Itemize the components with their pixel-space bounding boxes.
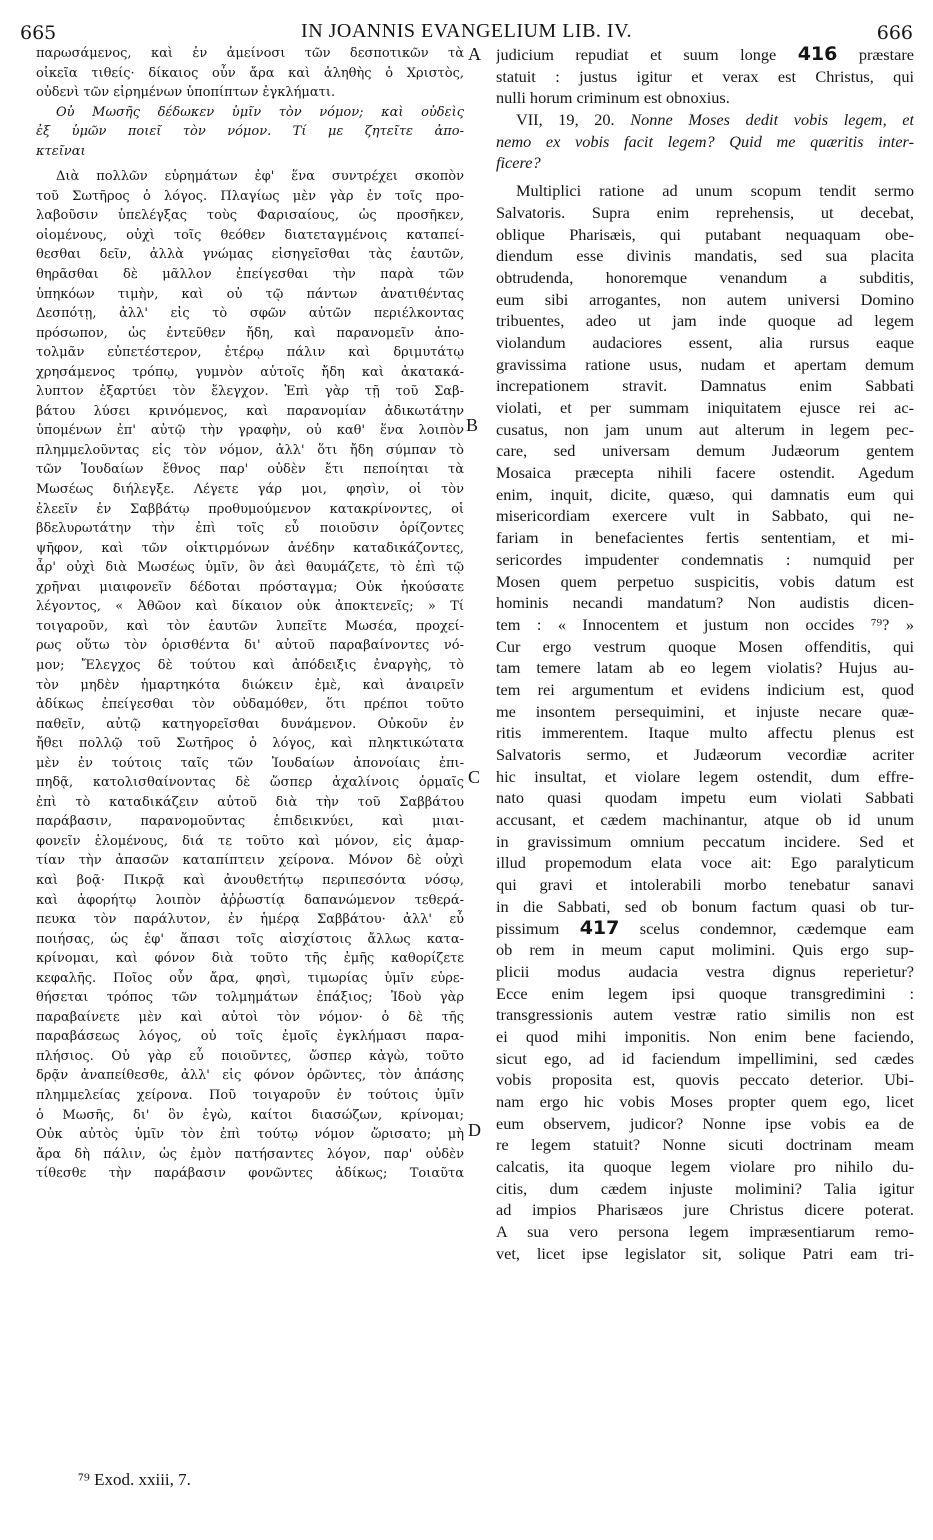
greek-line: ἐπὶ τὸ καταδικάζειν αὐτοῦ διὰ τὴν τοῦ Σαββάτου (36, 794, 464, 810)
greek-line: ἤθει πολλῷ τοῦ Σωτῆρος ὁ λόγος, καὶ πληκτικώτατα (36, 736, 464, 752)
greek-line: Δεσπότῃ, ἀλλ' εἰς τὸ σφῶν αὐτῶν περιέλκοντας (36, 306, 464, 322)
latin-line: in die Sabbati, sed ob bonum factum quasi ob tur- (496, 896, 914, 916)
latin-line: vet, licet ipse legislator sit, solique Patri eam tri- (496, 1243, 914, 1263)
latin-line: illud propemodum elata voce ait: Ego paralyticum (496, 853, 914, 873)
page-number-left: 665 (20, 22, 57, 44)
latin-line: calcatis, ita quoque legem violare pro nihilo du- (496, 1157, 914, 1177)
footnote: ⁷⁹ Exod. xxiii, 7. (78, 1470, 191, 1489)
greek-line: ὁ Μωσῆς, δι' ὃν ἐγὼ, καίτοι διασώζων, κρίνομαι; (36, 1107, 464, 1123)
greek-line: καὶ βοᾷ· Πικρᾷ καὶ ἀνουθετήτῳ περιπεσόντα νόσῳ, (36, 872, 464, 888)
latin-line: nato quasi quodam impetu eum violati Sabbati (496, 788, 914, 808)
greek-line: παρωσάμενος, καὶ ἐν ἀμείνοσι τῶν δεσποτικῶν τὰ (36, 46, 464, 61)
greek-line: οἰομένους, οὐχὶ τοῖς θεόθεν διατεταγμένοις καταπεί- (36, 227, 464, 243)
greek-line: οἰκεῖα τιθείς· δίκαιος οὖν ἄρα καὶ ἀληθὴς ὁ Χριστὸς, (36, 65, 464, 81)
latin-line: re legem statuit? Nonne sicuti doctrinam meam (496, 1135, 914, 1155)
latin-line: oblique Pharisæis, qui putabant nequaquam obe- (496, 224, 914, 244)
latin-line: eum observem, judicor? Nonne ipse vobis ea de (496, 1113, 914, 1133)
margin-marker-b: B (466, 415, 479, 435)
latin-line: nulli horum criminum est obnoxius. (496, 88, 730, 108)
latin-line: Mosaica præcepta nihili facere ostendit. Agedum (496, 463, 914, 483)
greek-line: χρησάμενος τρόπῳ, γυμνὸν αὐτοῖς ἤδη καὶ ἀκατακά- (36, 364, 464, 380)
latin-line: A sua vero persona legem impræsentiarum remo- (496, 1222, 914, 1242)
latin-line-text: pissimum (496, 918, 560, 938)
margin-marker-c: C (468, 767, 481, 787)
greek-line: πλημμελοῦντας εἰς τὸν νόμον, ἀλλ' ὅτι ἤδη σύμπαν τὸ (36, 442, 464, 458)
latin-line: vobis proposita est, quovis peccato deterior. Ubi- (496, 1070, 914, 1090)
greek-line: λέγοντος, « Ἀθῶον καὶ δίκαιον οὐκ ἀποκτενεῖς; » Τί (36, 599, 464, 615)
greek-line: ἄρα δὴ πάλιν, ὡς ἐμὸν πατήσαντες λόγον, παρ' οὐδὲν (36, 1146, 464, 1162)
latin-line: Cur ergo vestrum quoque Mosen offenditis, qui (496, 636, 914, 656)
greek-line: πηδᾷ, κατολισθαίνοντας δὲ ὥσπερ ἀχαλίνοις ὁρμαῖς (36, 775, 464, 791)
greek-line: βάτου λύσει κρινόμενος, καὶ παρανομίαν ἀδικωτάτην (36, 403, 464, 419)
latin-line: Salvatoris sermo, et Judæorum vecordiæ acriter (496, 745, 914, 764)
latin-line-tail: præstare (858, 45, 914, 64)
latin-line (496, 44, 914, 66)
greek-line: καὶ ἀφορήτῳ λοιπὸν ἀῤῥωστίᾳ δαπανώμενον τεθερά- (36, 892, 464, 908)
greek-line: θήσεται τρόπος τῶν τολμημάτων ἐπάξιος; Ἰδοὺ γὰρ (36, 990, 464, 1006)
greek-line: μον; Ἔλεγχος δὲ τούτου καὶ ἀπόδειξις ἐναργὴς, τὸ (36, 657, 464, 673)
latin-line: Ecce enim legem ipsi quoque transgredimini : (496, 983, 914, 1003)
latin-line-text: judicium repudiat et suum longe (496, 45, 777, 64)
greek-column (36, 44, 464, 1184)
greek-line: ἐξ ὑμῶν ποιεῖ τὸν νόμον. Τί με ζητεῖτε ἀπο- (36, 124, 464, 140)
greek-line: χρῆναι μιαιφονεῖν δέδοται πρόσταγμα; Οὐκ ἠκούσατε (36, 579, 464, 595)
latin-line: cusatus, non jam unum aut alterum in legem pec- (496, 419, 914, 439)
latin-line: gravissima ratione usus, nudam et apertam demum (496, 354, 914, 374)
column-number: 416 (797, 44, 838, 65)
latin-line: fariam in benefacientes fertis sententiam, et mi- (496, 528, 914, 548)
greek-line: παραβαίνετε μὲν καὶ αὐτοὶ τὸν νόμον· ὁ δὲ τῆς (36, 1009, 464, 1025)
latin-line: statuit : justus igitur et verax est Christus, qui (496, 66, 914, 86)
latin-line: accusant, et cædem machinantur, atque ob id unum (496, 810, 914, 830)
greek-line: ἐλεεῖν ἐν Σαββάτῳ προθυμούμενον κατακρίνοντες, οἱ (36, 501, 464, 517)
latin-line: eum sibi arrogantes, non autem universi Domino (496, 289, 914, 309)
latin-line-tail: scelus condemnor, cædemque eam (639, 918, 914, 938)
margin-marker-a: A (468, 44, 481, 64)
greek-line: βδελυρωτάτην τὴν ἐπὶ τοῖς εὖ ποιοῦσιν ὁρίζοντες (36, 521, 464, 537)
latin-line (496, 109, 914, 131)
latin-line: obtrudenda, honoremque venandum a subditis, (496, 267, 914, 287)
verse-quotation: Nonne Moses dedit vobis legem, et (630, 110, 914, 130)
greek-line: τὸν μηδὲν ἡμαρτηκότα διώκειν ἐμὲ, καὶ ἀναιρεῖν (36, 677, 464, 693)
greek-line: τῶν Ἰουδαίων ἔθνος παρ' οὐδὲν ἔτι πεποίηται τὰ (36, 462, 464, 478)
latin-line: tribuentes, adeo ut jam inde quoque ad legem (496, 311, 914, 331)
greek-line: πρόσωπον, ὡς ἐντεῦθεν ἤδη, καὶ παρανομεῖν ἀπο- (36, 325, 464, 341)
page-header (20, 8, 913, 44)
greek-line: ὑπηκόων τιμὴν, καὶ οὐ τῷ πάντων ἀνατιθέντας (36, 286, 464, 302)
latin-line: sericordes impudenter condemnatis : numquid per (496, 549, 914, 569)
latin-line: plicii modus audacia vestra dignus reperietur? (496, 961, 914, 981)
column-number: 417 (579, 917, 620, 939)
latin-line: in gravissimum omnium peccatum incidere. Sed et (496, 831, 914, 851)
greek-line: Διὰ πολλῶν εὑρημάτων ἐφ' ἕνα συντρέχει σκοπὸν (56, 169, 464, 185)
greek-line: κρίνομαι, καὶ φόνον διὰ τοῦτο τῆς ἐμῆς καθορίζετε (36, 951, 464, 967)
greek-line: ἆρ' οὐχὶ διὰ Μωσέως ὑμῖν, ὃν ἀεὶ θαυμάζετε, τὸ ἐπὶ τῷ (36, 560, 464, 576)
latin-line: care, sed universam demum Judæorum gentem (496, 441, 914, 461)
latin-line: ritis immerentem. Itaque multo affectu plenus est (496, 723, 914, 743)
latin-line: tem : « Innocentem et justum non occides ⁷⁹? » (496, 614, 914, 634)
latin-line: ob rem in meum caput molimini. Quis ergo sup- (496, 940, 914, 960)
latin-line: enim, inquit, dicite, quæso, qui damnatis eum qui (496, 484, 914, 504)
latin-line: Salvatoris. Supra enim reprehensis, ut decebat, (496, 202, 914, 222)
latin-line: diendum esse divinis mandatis, sed sua placita (496, 246, 914, 266)
latin-line: misericordiam exercere vult in Sabbato, qui ne- (496, 506, 914, 526)
greek-line: λυπτον ἐξαρτύει τὸν ἔλεγχον. Ἐπὶ γὰρ τῇ τοῦ Σαβ- (36, 384, 464, 400)
greek-line: λαβοῦσιν ὑπελέγξας τοὺς Φαρισαίους, ὡς προσῆκεν, (36, 208, 464, 224)
greek-line: τοιγαροῦν, καὶ τὸν ἑαυτῶν λυπεῖτε Μωσέα, προχεί- (36, 618, 464, 634)
latin-line: hominis necandi mandatum? Non audistis dicen- (496, 593, 914, 613)
greek-line: θεσθαι δεῖν, ἀλλὰ γνώμας εἰσηγεῖσθαι τὰς ἑαυτῶν, (36, 247, 464, 263)
latin-line: me insontem persequimini, et injuste necare quæ- (496, 701, 914, 721)
latin-line: ad impios Pharisæos jure Christus dicere poterat. (496, 1200, 914, 1220)
greek-line: παράβασιν, παρανομοῦντας ἐπιδεικνύει, καὶ μιαι- (36, 814, 464, 830)
greek-line: πλήσιος. Οὐ γὰρ εὖ ποιοῦντες, ὥσπερ κἀγὼ, τοῦτο (36, 1048, 464, 1064)
greek-line: φονεῖν ἑλομένους, διά τε τοῦτο καὶ μόνον, εἰς ἁμαρ- (36, 833, 464, 849)
latin-line: sicut ego, ad id faciendum impellimini, sed cædes (496, 1048, 914, 1068)
greek-line: ἀδίκως ἐπείγεσθαι τὸν οὐδαμόθεν, ὅτι πρέποι τοῦτο (36, 697, 464, 713)
latin-line: hic insultat, et violare legem ostendit, dum effre- (496, 766, 914, 786)
greek-line: οὐδενὶ τῶν εἰρημένων ὑποπίπτων ἐγκλήματι. (36, 85, 336, 101)
latin-line: Mosen quem perpetuo suspicitis, vobis datum est (496, 571, 914, 591)
greek-line: πευκα τὸν παράλυτον, ἐν ἡμέρᾳ Σαββάτου· ἀλλ' εὖ (36, 912, 464, 928)
greek-line: τοῦ Σωτῆρος ὁ λόγος. Πλαγίως μὲν γὰρ ἐν τοῖς προ- (36, 188, 464, 204)
latin-line: violandum audaciores essent, alia rursus eaque (496, 332, 914, 352)
greek-line: θηρᾶσθαι δὲ μᾶλλον ἐπείγεσθαι τὴν παρὰ τῶν (36, 267, 464, 283)
latin-line: transgressionis autem vestræ ratio similis non est (496, 1005, 914, 1025)
running-title: IN JOANNIS EVANGELIUM LIB. IV. (301, 20, 632, 42)
greek-line: Οὐκ αὐτὸς ὑμῖν τὸν ἐπὶ τούτῳ νόμον ὥρισατο; μὴ (36, 1127, 464, 1143)
latin-line: nemo ex vobis facit legem? Quid me quæritis inter- (496, 131, 914, 151)
greek-line: ψῆφον, καὶ τῶν οἰκτιρμόνων ἀνέδην καταδικάζοντες, (36, 540, 464, 556)
greek-line: τολμᾶν εὐπετέστερον, ἑτέρῳ πάλιν καὶ δριμυτάτῳ (36, 345, 464, 361)
greek-line: ρως οὕτω τὸν ὁρισθέντα δι' αὐτοῦ παραβαίνοντες νό- (36, 638, 464, 654)
greek-line: Οὐ Μωσῆς δέδωκεν ὑμῖν τὸν νόμον; καὶ οὐδεὶς (56, 104, 464, 120)
margin-marker-d: D (468, 1120, 481, 1140)
latin-line: ficere? (496, 153, 541, 173)
greek-line: ὑπομένων ἐπ' αὐτῷ τὴν γραφὴν, οὐ καθ' ἕνα λοιπὸν (36, 423, 464, 439)
latin-line: tem rei argumentum et evidens indicium est, quod (496, 679, 914, 699)
latin-line: increpationem stravit. Damnatus enim Sabbati (496, 376, 914, 396)
greek-line: τίαν τὴν ἁπασῶν καταπίπτειν χείρονα. Μόνον δὲ οὐχὶ (36, 853, 464, 869)
greek-line: κεφαλῆς. Ποῖος οὖν ἄρα, φησὶ, τιμωρίας ὑμῖν εὑρε- (36, 970, 464, 986)
latin-line: nam ergo hic vobis Moses propter quem ego, licet (496, 1092, 914, 1111)
latin-line: tam temere latam ab eo legem violatis? Hujus au- (496, 658, 914, 678)
verse-reference: VII, 19, 20. (516, 110, 631, 130)
greek-line: τίθεσθε τὴν παράβασιν φονῶντες ἀδίκως; Τοιαῦτα (36, 1166, 464, 1182)
latin-line (496, 918, 914, 940)
greek-line: παθεῖν, αὐτῷ κατηγορεῖσθαι δυνάμενον. Οὐκοῦν ἐν (36, 716, 464, 732)
greek-line: κτεῖναι (36, 143, 86, 159)
greek-line: πλημμελείας χείρονα. Ποῦ τοιγαροῦν ἐν τούτοις ὑμῖν (36, 1087, 464, 1103)
latin-line: ei quod mihi imponitis. Non enim bene faciendo, (496, 1026, 914, 1046)
greek-line: παραβάσεως λόγος, οὐ τοῖς ἐμοῖς ἐγκλήμασι παρα- (36, 1029, 464, 1045)
greek-line: δρᾷν ἀναπείθεσθε, ἀλλ' εἰς φόνον ὁρῶντες, τὸν ἁπάσης (36, 1068, 464, 1084)
greek-line: μὲν ἐν τούτοις ταῖς τῶν Ἰουδαίων ἀπονοίαις ἐπι- (36, 755, 464, 771)
latin-line: citis, dum cædem injuste molimini? Talia igitur (496, 1178, 914, 1198)
latin-line: Multiplici ratione ad unum scopum tendit sermo (516, 181, 914, 201)
latin-column (496, 44, 914, 1265)
latin-line: qui gravi et intolerabili morbo tenebatur sanavi (496, 875, 914, 895)
greek-line: Μωσέως διήλεγξε. Λέγετε γάρ μοι, φησὶν, οἱ τὸν (36, 482, 464, 498)
page-number-right: 666 (876, 22, 913, 44)
latin-line: violati, et per summam iniquitatem ejusce rei ac- (496, 398, 914, 417)
greek-line: ποιήσας, ὡς ἐφ' ἅπασι τοῖς αἰσχίστοις ἄλλως κατα- (36, 931, 464, 947)
